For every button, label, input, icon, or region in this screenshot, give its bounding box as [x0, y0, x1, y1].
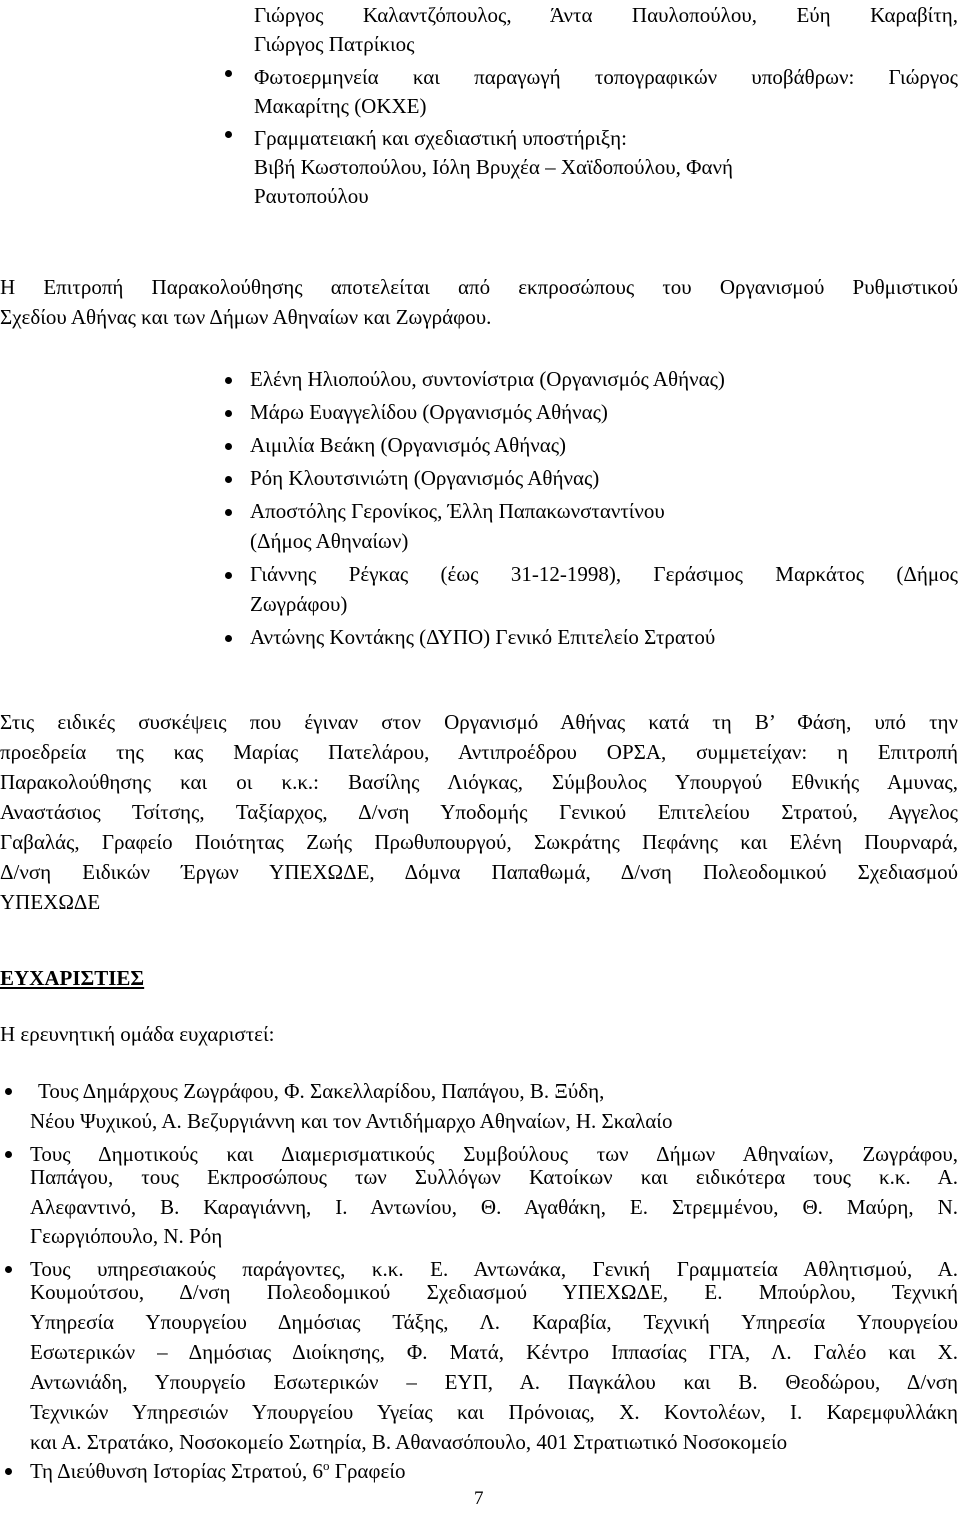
list-item: Ζωγράφου) [250, 592, 348, 616]
list-item-text: Τη Διεύθυνση Ιστορίας Στρατού, 6 [30, 1459, 324, 1483]
list-item: Αλεφαντινό, Β. Καραγιάννη, Ι. Αντωνίου, Θ. Αγαθάκη, Ε. Στρεμμένου, Θ. Μαύρη, Ν. [30, 1195, 958, 1219]
list-item: Κουμούτσου, Δ/νση Πολεοδομικού Σχεδιασμού ΥΠΕΧΩΔΕ, Ε. Μπούρλου, Τεχνική [30, 1280, 958, 1304]
text-line: Φωτοερμηνεία και παραγωγή τοπογραφικών υποβάθρων: Γιώργος [254, 65, 958, 89]
bullet-icon [225, 476, 232, 483]
section-heading: ΕΥΧΑΡΙΣΤΙΕΣ [0, 966, 145, 990]
bullet-icon [5, 1088, 12, 1095]
list-item: Εσωτερικών – Δημόσιας Διοίκησης, Φ. Ματά, Κέντρο Ιππασίας ΓΓΑ, Λ. Γαλέο και Χ. [30, 1340, 958, 1364]
paragraph-line: Παρακολούθησης και οι κ.κ.: Βασίλης Λιόγκας, Σύμβουλος Υπουργού Εθνικής Αμυνας, [0, 770, 958, 794]
bullet-icon [5, 1151, 12, 1158]
list-item: Γιάννης Ρέγκας (έως 31-12-1998), Γεράσιμος Μαρκάτος (Δήμος [250, 562, 958, 586]
list-item: Υπηρεσία Υπουργείου Δημόσιας Τάξης, Λ. Καραβία, Τεχνική Υπηρεσία Υπουργείου [30, 1310, 958, 1334]
paragraph-line: Σχεδίου Αθήνας και των Δήμων Αθηναίων και Ζωγράφου. [0, 305, 492, 329]
bullet-icon [5, 1266, 12, 1273]
paragraph-line: ΥΠΕΧΩΔΕ [0, 890, 101, 914]
text-line: Ραυτοπούλου [254, 184, 369, 208]
bullet-icon [225, 377, 232, 384]
list-item: (Δήμος Αθηναίων) [250, 529, 409, 553]
bullet-icon [225, 635, 232, 642]
paragraph-line: Αναστάσιος Τσίτσης, Ταξίαρχος, Δ/νση Υποδομής Γενικού Επιτελείου Στρατού, Αγγελος [0, 800, 958, 824]
bullet-icon [225, 131, 232, 138]
list-item: Αποστόλης Γερονίκος, Έλλη Παπακωνσταντίνου [250, 499, 665, 523]
paragraph-line: Δ/νση Ειδικών Έργων ΥΠΕΧΩΔΕ, Δόμνα Παπαθωμά, Δ/νση Πολεοδομικού Σχεδιασμού [0, 860, 958, 884]
paragraph-line: Γαβαλάς, Γραφείο Ποιότητας Ζωής Πρωθυπουργού, Σωκράτης Πεφάνης και Ελένη Πουρναρά, [0, 830, 958, 854]
paragraph-line: προεδρεία της κας Μαρίας Πατελάρου, Αντιπροέδρου ΟΡΣΑ, συμμετείχαν: η Επιτροπή [0, 740, 958, 764]
thanks-intro: Η ερευνητική ομάδα ευχαριστεί: [0, 1022, 275, 1046]
list-item-tail: Γραφείο [329, 1459, 406, 1483]
superscript: ο [323, 1458, 330, 1473]
list-item: Τους Δημάρχους Ζωγράφου, Φ. Σακελλαρίδου, Παπάγου, Β. Ξύδη, [38, 1079, 605, 1103]
list-item: Αιμιλία Βεάκη (Οργανισμός Αθήνας) [250, 433, 567, 457]
list-item: Αντωνιάδη, Υπουργείο Εσωτερικών – ΕΥΠ, Α. Παγκάλου και Β. Θεοδώρου, Δ/νση [30, 1370, 958, 1394]
bullet-icon [225, 572, 232, 579]
page-number: 7 [474, 1488, 484, 1509]
list-item: Ρόη Κλουτσινιώτη (Οργανισμός Αθήνας) [250, 466, 600, 490]
bullet-icon [225, 509, 232, 516]
list-item: Τους υπηρεσιακούς παράγοντες, κ.κ. Ε. Αντωνάκα, Γενική Γραμματεία Αθλητισμού, Α. [30, 1257, 958, 1281]
list-item: Τεχνικών Υπηρεσιών Υπουργείου Υγείας και Πρόνοιας, Χ. Κοντολέων, Ι. Καρεμφυλλάκη [30, 1400, 958, 1424]
list-item [30, 1456, 406, 1486]
list-item: Αντώνης Κοντάκης (ΔΥΠΟ) Γενικό Επιτελείο Στρατού [250, 625, 716, 649]
bullet-icon [225, 443, 232, 450]
list-item: και Α. Στρατάκο, Νοσοκομείο Σωτηρία, Β. Αθανασόπουλο, 401 Στρατιωτικό Νοσοκομείο [30, 1430, 788, 1454]
text-line: Μακαρίτης (ΟΚΧΕ) [254, 94, 427, 118]
list-item: Γεωργιόπουλο, Ν. Ρόη [30, 1224, 223, 1248]
list-item: Τους Δημοτικούς και Διαμερισματικούς Συμβούλους των Δήμων Αθηναίων, Ζωγράφου, [30, 1142, 958, 1166]
text-line: Βιβή Κωστοπούλου, Ιόλη Βρυχέα – Χαϊδοπούλου, Φανή [254, 155, 733, 179]
bullet-icon [225, 70, 232, 77]
bullet-icon [225, 410, 232, 417]
text-line: Γιώργος Καλαντζόπουλος, Άντα Παυλοπούλου, Εύη Καραβίτη, [254, 3, 958, 27]
list-item: Νέου Ψυχικού, Α. Βεζυργιάννη και τον Αντιδήμαρχο Αθηναίων, Η. Σκαλαίο [30, 1109, 673, 1133]
bullet-icon [5, 1468, 12, 1475]
list-item: Μάρω Ευαγγελίδου (Οργανισμός Αθήνας) [250, 400, 608, 424]
text-line: Γραμματειακή και σχεδιαστική υποστήριξη: [254, 126, 627, 150]
list-item: Ελένη Ηλιοπούλου, συντονίστρια (Οργανισμός Αθήνας) [250, 367, 725, 391]
list-item: Παπάγου, τους Εκπροσώπους των Συλλόγων Κατοίκων και ειδικότερα τους κ.κ. Α. [30, 1165, 958, 1189]
text-line: Γιώργος Πατρίκιος [254, 32, 415, 56]
paragraph-line: Στις ειδικές συσκέψεις που έγιναν στον Οργανισμό Αθήνας κατά τη Β’ Φάση, υπό την [0, 710, 958, 734]
paragraph-line: Η Επιτροπή Παρακολούθησης αποτελείται από εκπροσώπους του Οργανισμού Ρυθμιστικού [0, 275, 958, 299]
